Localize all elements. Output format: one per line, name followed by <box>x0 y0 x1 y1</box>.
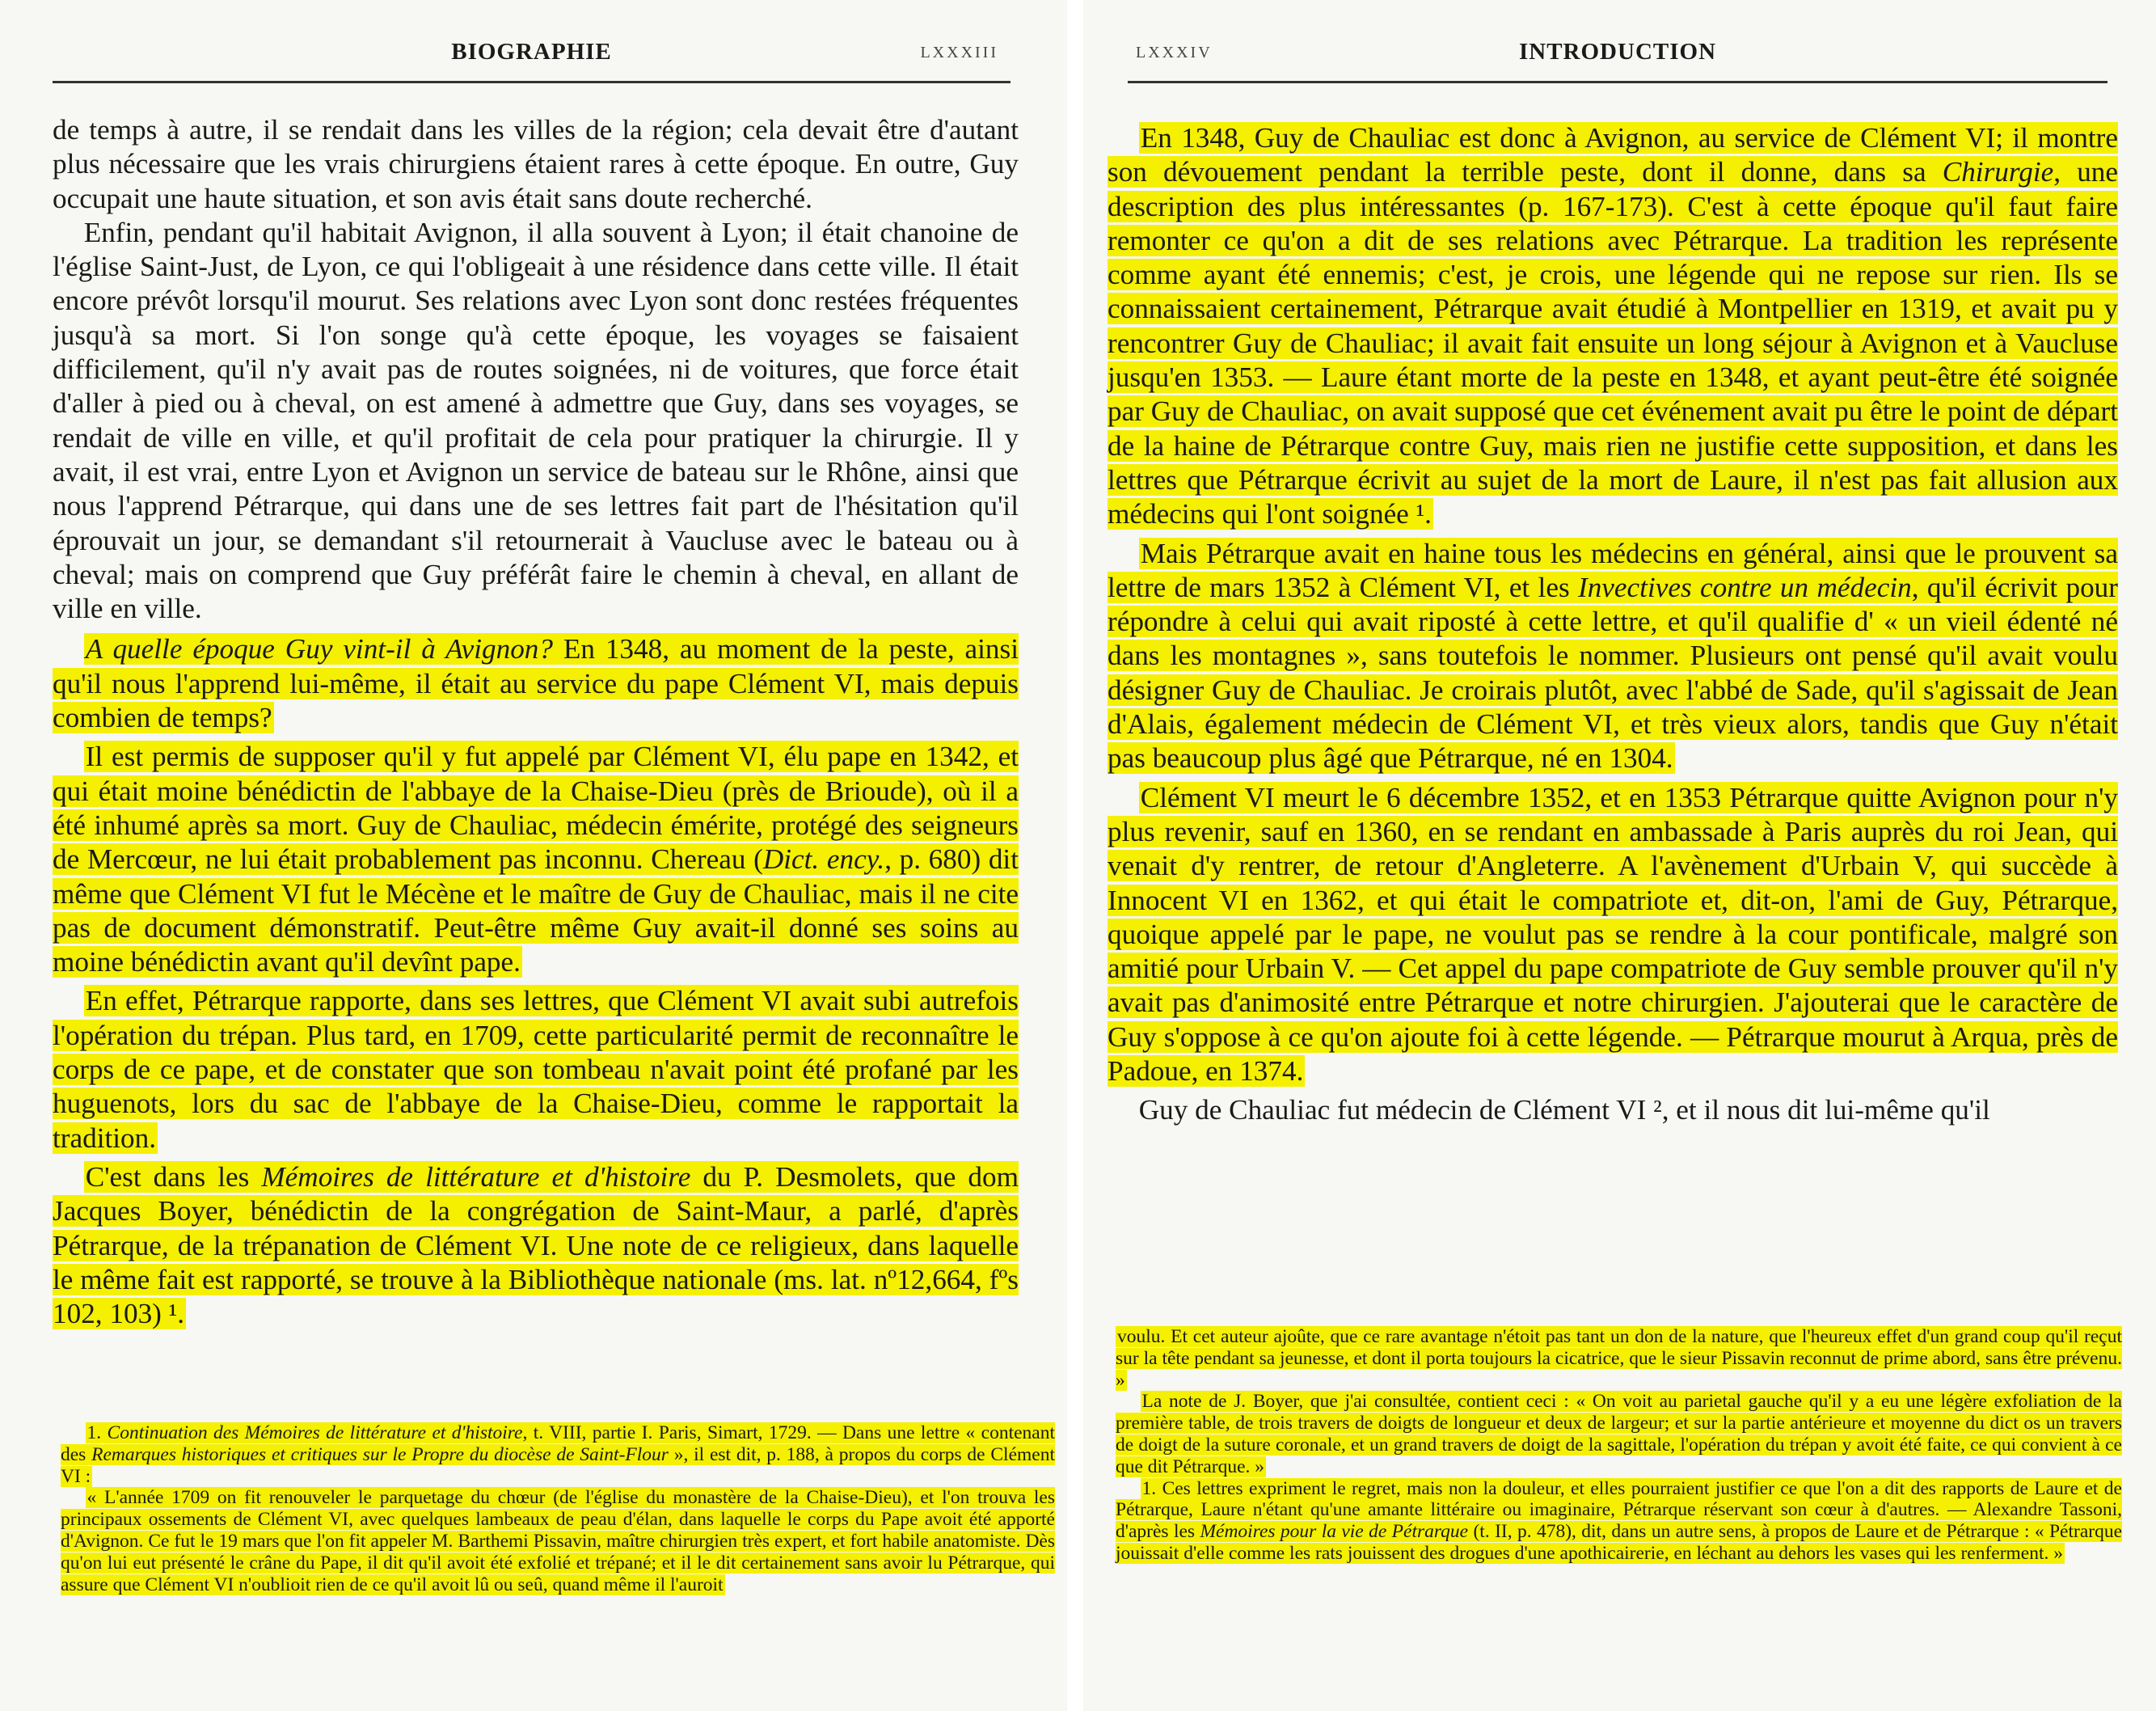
paragraph-highlighted <box>53 740 1019 979</box>
page-number: LXXXIV <box>1136 44 1213 61</box>
highlight <box>1116 1478 2122 1564</box>
text-run: , qu'il écrivit pour répondre à celui qui avait riposté à cette lettre, et qu'il qualifie d' « un vieil édenté né dans les montagnes », sans toutefois le nommer. Plusieurs ont pensé qu'il avait voulu désigner Guy de Chauliac. Je croirais plutôt, avec l'abbé de Sade, qu'il s'agissait de Jean d'Alais, également médecin de Clément VI, et très vieux alors, tandis que Guy n'était pas beaucoup plus âgé que Pétrarque, né en 1304. <box>1108 571 2118 775</box>
highlight: Clément VI meurt le 6 décembre 1352, et en 1353 Pétrarque quitte Avignon pour n'y plus revenir, sauf en 1360, en se rendant en ambassade à Paris auprès du roi Jean, qui venait d'y rentrer, de retour d'Angleterre. A l'avènement d'Urbain V, qui succède à Innocent VI en 1362, et qui était le compatriote et, dit-on, l'ami de Guy, Pétrarque, quoique appelé par le pape, ne voulut pas se rendre à la cour pontificale, malgré son amitié pour Urbain V. — Cet appel du pape compatriote de Guy semble prouver qu'il n'y avait pas d'animosité entre Pétrarque et notre chirurgien. J'ajouterai que le caractère de Guy s'oppose à ce qu'on ajoute foi à cette légende. — Pétrarque mourut à Arqua, près de Padoue, en 1374. <box>1108 781 2118 1088</box>
footnote-number: 1. <box>86 1422 108 1443</box>
left-page-header <box>53 39 1010 83</box>
left-page <box>0 0 1067 1711</box>
italic-title: Mémoires pour la vie de Pétrarque <box>1200 1521 1469 1543</box>
highlight: La note de J. Boyer, que j'ai consultée, contient ceci : « On voit au parietal gauche qu'il y a eu une légère exfoliation de la première table, de trois travers de doigts de longueur et deux de largeur; et sur la partie antérieure et moyenne du dict os un travers de doigt de la suture coronale, et un grand travers de doigt de la sagittale, l'opération du trépan y avoit été faite, ce qui convient à ce que dit Pétrarque. » <box>1116 1391 2122 1477</box>
text-run: En 1348, Guy de Chauliac est donc à Avignon, au service de Clément VI; il montre son dévouement pendant la terrible peste, dont il donne, dans sa <box>1108 122 2118 188</box>
italic-question: A quelle époque Guy vint-il à Avignon? <box>85 633 553 665</box>
paragraph-highlighted <box>53 632 1019 735</box>
right-page-header <box>1128 39 2107 83</box>
italic-title: Chirurgie <box>1942 156 2054 188</box>
highlight <box>53 1161 1019 1329</box>
right-page <box>1083 0 2156 1711</box>
paragraph-highlighted <box>1108 121 2118 532</box>
highlight: voulu. Et cet auteur ajoûte, que ce rare avantage n'étoit pas tant un don de la nature, que l'heureux effet d'un grand coup qu'il reçut sur la tête pendant sa jeunesse, et dont il porta toujours la cicatrice, que le sieur Pissavin reconnut de prime abord, sans être prévenu. » <box>1116 1326 2122 1391</box>
footnote-quote <box>61 1487 1055 1595</box>
italic-title: Continuation des Mémoires de littérature et d'histoire <box>107 1422 523 1443</box>
highlight <box>1108 122 2118 530</box>
text-run: Mais Pétrarque avait en haine tous les médecins en général, ainsi que le prouvent sa lettre de mars 1352 à Clément VI, et les <box>1108 537 2118 603</box>
italic-citation: Dict. ency. <box>762 843 885 876</box>
paragraph: Enfin, pendant qu'il habitait Avignon, il alla souvent à Lyon; il était chanoine de l'église Saint-Just, de Lyon, ce qui l'obligeait à une résidence dans cette ville. Il était encore prévôt lorsqu'il mourut. Ses relations avec Lyon sont donc restées fréquentes jusqu'à sa mort. Si l'on songe qu'à cette époque, les voyages se faisaient difficilement, qu'il n'y avait pas de routes soignées, ni de voitures, que force était d'aller à pied ou à cheval, on est amené à admettre que Guy, dans ses voyages, se rendait de ville en ville, et qu'il profitait de cela pour pratiquer la chirurgie. Il y avait, il est vrai, entre Lyon et Avignon un service de bateau sur le Rhône, ainsi que nous l'apprend Pétrarque, qui dans une de ses lettres fait part de l'hésitation qu'il éprouvait un jour, se demandant s'il retournerait à Vaucluse avec le bateau ou à cheval; mais on comprend que Guy préférât faire le chemin à cheval, en allant de ville en ville. <box>53 216 1019 625</box>
italic-title: Remarques historiques et critiques sur le Propre du diocèse de Saint-Flour <box>91 1443 669 1465</box>
highlight: « L'année 1709 on fit renouveler le parquetage du chœur (de l'église du monastère de la Chaise-Dieu), et l'on trouva les principaux ossements de Clément VI, avec quelques lambeaux de peau d'élan, dans laquelle le corps du Pape avoit été apporté d'Avignon. Ce fut le 19 mars que l'on fit appeler M. Barthemi Pissavin, maître chirurgien très expert, et fort habile anatomiste. Dès qu'on lui eut présenté le crâne du Pape, il dit qu'il avoit été exfolié et trépané; et il le dit certainement sans avoir lu Pétrarque, qui assure que Clément VI n'oublioit rien de ce qu'il avoit lû ou seû, quand même il l'auroit <box>61 1487 1055 1595</box>
paragraph-highlighted <box>53 1160 1019 1331</box>
paragraph-highlighted <box>53 984 1019 1155</box>
highlight <box>53 633 1019 733</box>
highlight: En effet, Pétrarque rapporte, dans ses lettres, que Clément VI avait subi autrefois l'opération du trépan. Plus tard, en 1709, cette particularité permit de reconnaître le corps de ce pape, et de constater que son tombeau n'avait point été profané par les huguenots, lors du sac de l'abbaye de la Chaise-Dieu, comme le rapportait la tradition. <box>53 985 1019 1154</box>
paragraph: de temps à autre, il se rendait dans les villes de la région; cela devait être d'autant plus nécessaire que les vrais chirurgiens étaient rares à cette époque. En outre, Guy occupait une haute situation, et son avis était sans doute recherché. <box>53 114 1019 214</box>
text-run: 1. Ces lettres expriment le regret, mais non la douleur, et elles pourraient justifier ce que l'on a dit des rapports de Laure et de Pétrarque, Laure n'étant qu'une amante littéraire ou imaginaire, Pétrarque réservant son cœur à d'autres. — Alexandre Tassoni, d'après les <box>1116 1477 2122 1543</box>
text-run: , une description des plus intéressantes (p. 167-173). C'est à cette époque qu'il faut faire remonter ce qu'on a dit de ses relations avec Pétrarque. La tradition les représente comme ayant été ennemis; c'est, je crois, une légende qui ne repose sur rien. Ils se connaissaient certainement, Pétrarque avait étudié à Montpellier en 1319, et avait pu y rencontrer Guy de Chauliac; il avait fait ensuite un long séjour à Avignon et à Vaucluse jusqu'en 1353. — Laure étant morte de la peste en 1348, et ayant peut-être été soignée par Guy de Chauliac, on avait supposé que cet événement avait pu être le point de départ de la haine de Pétrarque contre Guy, mais rien ne justifie cette supposition, et dans les lettres que Pétrarque écrivit au sujet de la mort de Laure, il n'est pas fait allusion aux médecins qui l'ont soignée ¹. <box>1108 156 2119 530</box>
text-run: », il est dit, p. 188, à propos du corps de Clément VI : <box>61 1443 1056 1487</box>
footnote <box>1116 1478 2122 1565</box>
left-footnotes <box>61 1422 1055 1595</box>
footnote <box>61 1422 1055 1487</box>
italic-title: Invectives contre un médecin <box>1578 571 1912 603</box>
text-run: Il est permis de supposer qu'il y fut appelé par Clément VI, élu pape en 1342, et qui était moine bénédictin de l'abbaye de la Chaise-Dieu (près de Brioude), où il a été inhumé après sa mort. Guy de Chauliac, médecin émérite, protégé des seigneurs de Mercœur, ne lui était probablement pas inconnu. Chereau ( <box>53 741 1019 876</box>
text-run: En 1348, au moment de la peste, ainsi qu'il nous l'apprend lui-même, il était au service du pape Clément VI, mais depuis combien de temps? <box>53 633 1019 734</box>
text-run: du P. Desmolets, que dom Jacques Boyer, bénédictin de la congrégation de Saint-Maur, a parlé, d'après Pétrarque, de la trépanation de Clément VI. Une note de ce religieux, dans laquelle le même fait est rapporté, se trouve à la Bibliothèque nationale (ms. lat. nº12,664, fºs 102, 103) ¹. <box>53 1160 1019 1330</box>
paragraph-highlighted <box>1108 781 2118 1089</box>
running-title: INTRODUCTION <box>1518 39 1717 65</box>
paragraph-highlighted <box>1108 537 2118 776</box>
highlight <box>61 1422 1055 1487</box>
running-title: BIOGRAPHIE <box>451 39 612 65</box>
italic-title: Mémoires de littérature et d'histoire <box>261 1160 691 1193</box>
right-footnotes <box>1116 1326 2122 1565</box>
footnote-quote <box>1116 1391 2122 1477</box>
footnote-continuation <box>1116 1326 2122 1391</box>
page-number: LXXXIII <box>920 44 998 61</box>
text-run: , t. VIII, partie I. Paris, Simart, 1729. — Dans une lettre « contenant des <box>61 1422 1056 1465</box>
page-gutter <box>1067 0 1083 1711</box>
text-run: , p. 680) dit même que Clément VI fut le Mécène et le maître de Guy de Chauliac, mais il ne cite pas de document démonstratif. Peut-être même Guy avait-il donné ses soins au moine bénédictin avant qu'il devînt pape. <box>53 843 1019 978</box>
highlight <box>53 741 1019 978</box>
text-run: C'est dans les <box>85 1160 262 1193</box>
highlight <box>1108 538 2118 775</box>
right-body-text <box>1108 121 2118 1128</box>
paragraph: Guy de Chauliac fut médecin de Clément VI ², et il nous dit lui-même qu'il <box>1138 1094 1990 1126</box>
text-run: (t. II, p. 478), dit, dans un autre sens, à propos de Laure et de Pétrarque : « Pétrarque jouissait d'elle comme les rats jouissent des drogues d'une apothicairerie, en léchant au dehors les vases qui les renferment. » <box>1116 1521 2123 1564</box>
left-body-text <box>53 113 1019 1331</box>
